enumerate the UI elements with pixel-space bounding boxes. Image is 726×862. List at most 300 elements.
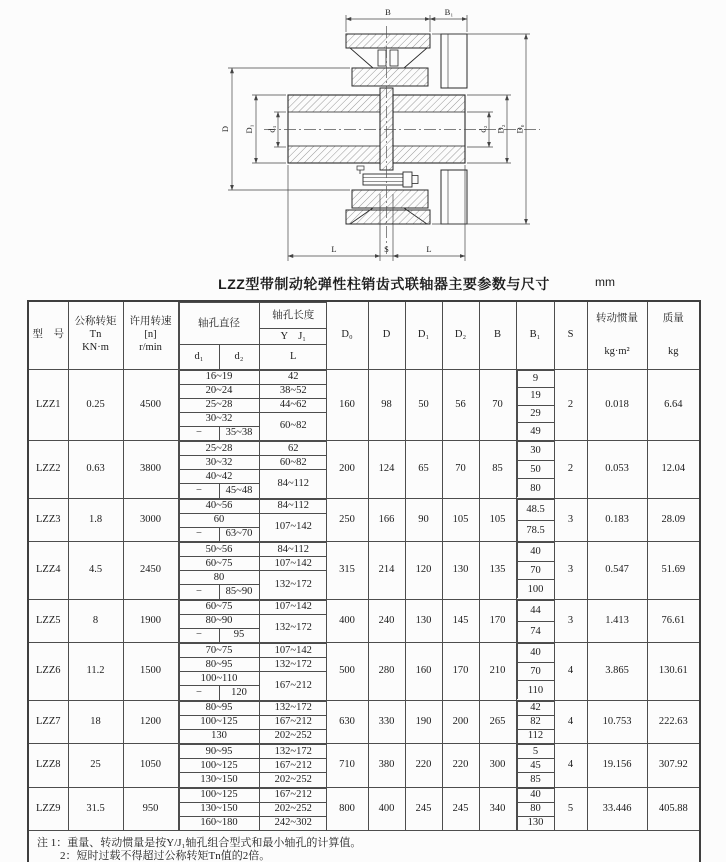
b1-table: [517, 499, 554, 542]
dim-D1: 65: [405, 441, 442, 499]
bore-d-range: 100~125: [179, 715, 259, 729]
b1-row: [517, 479, 554, 498]
model-row-LZZ3: [28, 498, 700, 542]
table-footer: [28, 831, 700, 862]
b1-row: [517, 745, 554, 759]
bore-d-range: 100~125: [179, 759, 259, 773]
bore-length: 132~172: [259, 614, 326, 642]
model-name: LZZ3: [28, 498, 68, 542]
dim-S: 3: [554, 599, 587, 643]
bore-table: [179, 788, 327, 831]
model-name: LZZ7: [28, 700, 68, 744]
bore-row: [179, 759, 326, 773]
inertia-value: 10.753: [587, 700, 647, 744]
bore-d2-value: 95: [219, 628, 259, 642]
dim-D1: 245: [405, 787, 442, 831]
bore-table: [179, 701, 327, 744]
col-header-bore-group: [178, 301, 326, 369]
nominal-torque: 11.2: [68, 643, 123, 701]
model-row-LZZ7: [28, 700, 700, 744]
bore-d-range: 130: [179, 729, 259, 743]
dim-S: 2: [554, 441, 587, 499]
d2-header: d₂: [219, 345, 259, 369]
dim-D: 124: [368, 441, 405, 499]
bore-d2-value: 85~90: [219, 585, 259, 599]
bore-group-cell: [178, 643, 326, 701]
bore-d-range: 20~24: [179, 384, 259, 398]
dim-B: 135: [479, 542, 516, 600]
dim-B: 210: [479, 643, 516, 701]
b1-table: [517, 441, 554, 497]
b1-value: 44: [517, 600, 554, 621]
dim-D1: 220: [405, 744, 442, 788]
model-name: LZZ4: [28, 542, 68, 600]
allowable-speed: 1050: [123, 744, 178, 788]
dim-D2: 70: [442, 441, 479, 499]
mass-value: 405.88: [647, 787, 700, 831]
bore-d-range: 130~150: [179, 773, 259, 787]
dim-label-D: D: [220, 125, 230, 133]
dim-D0: 250: [326, 498, 368, 542]
b1-row: [517, 729, 554, 743]
speed-header-line3: r/min: [139, 342, 162, 354]
model-row-LZZ4: [28, 542, 700, 600]
bore-length: 202~252: [259, 729, 326, 743]
b1-value: 40: [517, 644, 554, 663]
bolt-nut: [403, 172, 412, 187]
model-row-LZZ1: [28, 369, 700, 441]
dim-B: 265: [479, 700, 516, 744]
b1-value: 74: [517, 621, 554, 642]
nominal-torque: 1.8: [68, 498, 123, 542]
mass-value: 222.63: [647, 700, 700, 744]
bore-table: [179, 643, 327, 700]
bore-table: [179, 600, 327, 643]
dim-D: 98: [368, 369, 405, 441]
bore-table: [179, 370, 327, 441]
bore-len-header: 轴孔长度: [259, 303, 326, 329]
dim-D2: 200: [442, 700, 479, 744]
allowable-speed: 4500: [123, 369, 178, 441]
mass-value: 28.09: [647, 498, 700, 542]
dim-D: 240: [368, 599, 405, 643]
bore-d-range: 80~95: [179, 701, 259, 715]
b1-group-cell: [516, 498, 554, 542]
b1-row: [517, 442, 554, 461]
b1-table: [517, 744, 554, 787]
nominal-torque: 0.63: [68, 441, 123, 499]
b1-row: [517, 788, 554, 802]
inertia-header-line1: 转动惯量: [596, 312, 638, 324]
b1-row: [517, 715, 554, 729]
coupling-cross-section-drawing: [0, 0, 726, 272]
bore-row: [179, 571, 326, 585]
nominal-torque: 18: [68, 700, 123, 744]
bore-length: 60~82: [259, 412, 326, 440]
bore-length: 84~112: [259, 470, 326, 498]
b1-row: [517, 499, 554, 520]
brake-wheel-rim-bottom: [346, 210, 430, 224]
b1-row: [517, 621, 554, 642]
b1-row: [517, 370, 554, 388]
bore-row: [179, 729, 326, 743]
bore-table: [179, 499, 327, 542]
dim-D: 380: [368, 744, 405, 788]
b1-row: [517, 543, 554, 562]
nominal-torque: 25: [68, 744, 123, 788]
mass-value: 76.61: [647, 599, 700, 643]
bore-length: 132~172: [259, 745, 326, 759]
note-2: 2：短时过载不得超过公称转矩Tn值的2倍。: [60, 849, 271, 862]
b1-value: 70: [517, 561, 554, 580]
bore-length: 132~172: [259, 701, 326, 715]
b1-value: 40: [517, 788, 554, 802]
dim-D2: 56: [442, 369, 479, 441]
bore-row: [179, 672, 326, 686]
bore-group-cell: [178, 599, 326, 643]
b1-row: [517, 816, 554, 830]
b1-value: 78.5: [517, 520, 554, 541]
nominal-torque: 8: [68, 599, 123, 643]
b1-group-cell: [516, 643, 554, 701]
bore-table: [179, 744, 327, 787]
dim-D2: 145: [442, 599, 479, 643]
model-name: LZZ1: [28, 369, 68, 441]
b1-row: [517, 773, 554, 787]
bore-d-range: 50~56: [179, 543, 259, 557]
bore-length: 107~142: [259, 557, 326, 571]
dim-D0: 710: [326, 744, 368, 788]
bore-dia-header: 轴孔直径: [179, 303, 259, 345]
dim-S: 3: [554, 498, 587, 542]
b1-row: [517, 460, 554, 479]
b1-value: 19: [517, 388, 554, 406]
dim-D2: 220: [442, 744, 479, 788]
bore-d2-value: 35~38: [219, 426, 259, 440]
dim-D: 214: [368, 542, 405, 600]
col-header-torque: [68, 301, 123, 369]
bore-d-range: 60~75: [179, 557, 259, 571]
b1-row: [517, 662, 554, 681]
bore-group-cell: [178, 700, 326, 744]
dim-D: 166: [368, 498, 405, 542]
b1-group-cell: [516, 599, 554, 643]
notes-cell: [28, 831, 700, 862]
dim-label-D2: D₂: [495, 124, 506, 134]
dim-label-d1: d₁: [266, 125, 277, 133]
mass-value: 307.92: [647, 744, 700, 788]
bore-row: [179, 773, 326, 787]
bore-length: 107~142: [259, 600, 326, 614]
d1-header: d₁: [179, 345, 219, 369]
col-header-D1: D₁: [405, 301, 442, 369]
bore-d-range: 16~19: [179, 370, 259, 384]
bore-row: [179, 370, 326, 384]
bore-row: [179, 614, 326, 628]
bore-d-range: 40~42: [179, 470, 259, 484]
table-body: [28, 369, 700, 831]
bore-d-range: 60: [179, 513, 259, 527]
col-header-inertia: [587, 301, 647, 369]
bore-length: 167~212: [259, 672, 326, 700]
title-row: [28, 274, 700, 294]
inertia-value: 3.865: [587, 643, 647, 701]
dim-S: 5: [554, 787, 587, 831]
b1-row: [517, 759, 554, 773]
dim-D0: 200: [326, 441, 368, 499]
bore-d-range: 80: [179, 571, 259, 585]
dim-D2: 130: [442, 542, 479, 600]
bore-row: [179, 745, 326, 759]
bore-length: 62: [259, 442, 326, 456]
b1-row: [517, 681, 554, 700]
col-header-D: D: [368, 301, 405, 369]
bore-d1-value: −: [179, 484, 219, 498]
b1-value: 112: [517, 729, 554, 743]
bore-row: [179, 658, 326, 672]
bore-d1-value: −: [179, 426, 219, 440]
b1-value: 49: [517, 423, 554, 441]
col-header-B1: B₁: [516, 301, 554, 369]
bore-row: [179, 600, 326, 614]
dim-B: 105: [479, 498, 516, 542]
bore-d-range: 70~75: [179, 644, 259, 658]
allowable-speed: 3000: [123, 498, 178, 542]
b1-value: 130: [517, 816, 554, 830]
bore-d-range: 100~110: [179, 672, 259, 686]
bore-d-range: 60~75: [179, 600, 259, 614]
bore-length: 132~172: [259, 658, 326, 672]
bore-group-cell: [178, 787, 326, 831]
b1-value: 80: [517, 802, 554, 816]
dim-label-B1: B₁: [444, 7, 454, 17]
bore-row: [179, 398, 326, 412]
bore-length: 132~172: [259, 571, 326, 599]
inertia-value: 0.547: [587, 542, 647, 600]
dim-label-L-left: L: [331, 244, 337, 254]
bore-d-range: 30~32: [179, 412, 259, 426]
b1-row: [517, 520, 554, 541]
table-wrapper: [27, 300, 701, 862]
b1-row: [517, 405, 554, 423]
col-header-D2: D₂: [442, 301, 479, 369]
b1-table: [517, 370, 554, 441]
allowable-speed: 1200: [123, 700, 178, 744]
bore-d1-value: −: [179, 585, 219, 599]
dim-B: 170: [479, 599, 516, 643]
dim-S: 2: [554, 369, 587, 441]
dim-D0: 500: [326, 643, 368, 701]
b1-group-cell: [516, 700, 554, 744]
inertia-value: 0.018: [587, 369, 647, 441]
bore-d-range: 30~32: [179, 456, 259, 470]
dim-D: 280: [368, 643, 405, 701]
b1-group-cell: [516, 441, 554, 499]
dim-B: 85: [479, 441, 516, 499]
allowable-speed: 3800: [123, 441, 178, 499]
b1-table: [517, 788, 554, 831]
b1-value: 70: [517, 662, 554, 681]
dim-label-S: S: [384, 244, 389, 254]
spec-table: [27, 300, 701, 862]
b1-row: [517, 388, 554, 406]
inertia-header-line2: kg·m²: [604, 345, 630, 357]
b1-row: [517, 802, 554, 816]
b1-value: 48.5: [517, 499, 554, 520]
mass-header-line2: kg: [668, 345, 679, 357]
mass-value: 12.04: [647, 441, 700, 499]
model-name: LZZ2: [28, 441, 68, 499]
bore-length: 242~302: [259, 816, 326, 830]
dim-D1: 130: [405, 599, 442, 643]
flange-disc-bottom: [441, 170, 467, 224]
bore-table: [179, 441, 327, 498]
b1-value: 110: [517, 681, 554, 700]
b1-row: [517, 701, 554, 715]
bore-length: 167~212: [259, 788, 326, 802]
model-row-LZZ6: [28, 643, 700, 701]
dim-label-B: B: [385, 7, 391, 17]
bore-group-cell: [178, 441, 326, 499]
bore-length: 42: [259, 370, 326, 384]
bore-group-cell: [178, 542, 326, 600]
torque-header-line1: 公称转矩: [74, 316, 117, 328]
L-header: L: [259, 345, 326, 369]
b1-row: [517, 644, 554, 663]
bore-d-range: 80~95: [179, 658, 259, 672]
dim-D0: 315: [326, 542, 368, 600]
bore-length: 167~212: [259, 715, 326, 729]
col-header-S: S: [554, 301, 587, 369]
model-name: LZZ9: [28, 787, 68, 831]
brake-wheel-rim-top: [346, 34, 430, 48]
model-row-LZZ9: [28, 787, 700, 831]
dim-D: 400: [368, 787, 405, 831]
b1-value: 30: [517, 442, 554, 461]
bore-d-range: 80~90: [179, 614, 259, 628]
b1-value: 9: [517, 370, 554, 388]
b1-group-cell: [516, 542, 554, 600]
flange-disc-top: [441, 34, 467, 88]
mass-header-line1: 质量: [662, 312, 684, 324]
bore-group-cell: [178, 369, 326, 441]
col-header-mass: [647, 301, 700, 369]
b1-row: [517, 561, 554, 580]
dim-S: 4: [554, 643, 587, 701]
dim-D: 330: [368, 700, 405, 744]
dim-D0: 800: [326, 787, 368, 831]
unit-label: mm: [595, 275, 615, 289]
inertia-value: 0.053: [587, 441, 647, 499]
bore-d2-value: 120: [219, 686, 259, 700]
brake-wheel-web-top: [350, 48, 427, 68]
bore-row: [179, 701, 326, 715]
dim-D1: 50: [405, 369, 442, 441]
bore-d2-value: 63~70: [219, 527, 259, 541]
bore-d1-value: −: [179, 686, 219, 700]
wheel-hub-top: [352, 68, 428, 86]
b1-value: 50: [517, 460, 554, 479]
bore-length: 60~82: [259, 456, 326, 470]
torque-header-line2: Tn: [89, 329, 102, 341]
b1-group-cell: [516, 787, 554, 831]
bore-d-range: 130~150: [179, 802, 259, 816]
b1-table: [517, 701, 554, 744]
table-header: [28, 301, 700, 369]
elastic-pin-bolt: [363, 174, 403, 185]
bore-row: [179, 442, 326, 456]
note-1: 注 1：重量、转动惯量是按Y/J₁轴孔组合型式和最小轴孔的计算值。: [37, 837, 362, 850]
b1-value: 80: [517, 479, 554, 498]
dim-D2: 105: [442, 498, 479, 542]
bore-length: 38~52: [259, 384, 326, 398]
speed-header-line2: [n]: [144, 329, 157, 341]
mass-value: 51.69: [647, 542, 700, 600]
allowable-speed: 1500: [123, 643, 178, 701]
bore-table: [179, 542, 327, 599]
bore-row: [179, 557, 326, 571]
dim-D1: 90: [405, 498, 442, 542]
model-name: LZZ6: [28, 643, 68, 701]
b1-row: [517, 423, 554, 441]
model-row-LZZ2: [28, 441, 700, 499]
bore-row: [179, 816, 326, 830]
inertia-value: 0.183: [587, 498, 647, 542]
model-row-LZZ5: [28, 599, 700, 643]
dim-S: 4: [554, 744, 587, 788]
model-name: LZZ5: [28, 599, 68, 643]
col-header-speed: [123, 301, 178, 369]
bore-d2-value: 45~48: [219, 484, 259, 498]
bore-length: 84~112: [259, 499, 326, 513]
b1-value: 42: [517, 701, 554, 715]
bore-row: [179, 543, 326, 557]
dim-D0: 160: [326, 369, 368, 441]
b1-table: [517, 643, 554, 699]
b1-value: 5: [517, 745, 554, 759]
col-header-D0: D₀: [326, 301, 368, 369]
dim-B: 340: [479, 787, 516, 831]
bore-d-range: 100~125: [179, 788, 259, 802]
mass-value: 130.61: [647, 643, 700, 701]
dim-label-D1: D₁: [244, 124, 254, 134]
dim-S: 4: [554, 700, 587, 744]
yj1-header: Y J₁: [259, 329, 326, 345]
bore-row: [179, 644, 326, 658]
allowable-speed: 1900: [123, 599, 178, 643]
bore-length: 44~62: [259, 398, 326, 412]
bore-row: [179, 513, 326, 527]
b1-value: 85: [517, 773, 554, 787]
b1-table: [517, 542, 554, 598]
b1-value: 29: [517, 405, 554, 423]
inertia-value: 19.156: [587, 744, 647, 788]
bore-d-range: 160~180: [179, 816, 259, 830]
dim-D0: 630: [326, 700, 368, 744]
bore-length: 107~142: [259, 644, 326, 658]
bore-group-cell: [178, 498, 326, 542]
bore-length: 202~252: [259, 773, 326, 787]
model-name: LZZ8: [28, 744, 68, 788]
b1-group-cell: [516, 369, 554, 441]
dim-D2: 170: [442, 643, 479, 701]
dim-D1: 190: [405, 700, 442, 744]
bore-row: [179, 788, 326, 802]
dim-D1: 160: [405, 643, 442, 701]
inertia-value: 33.446: [587, 787, 647, 831]
notes-row: [28, 831, 700, 862]
col-header-B: B: [479, 301, 516, 369]
